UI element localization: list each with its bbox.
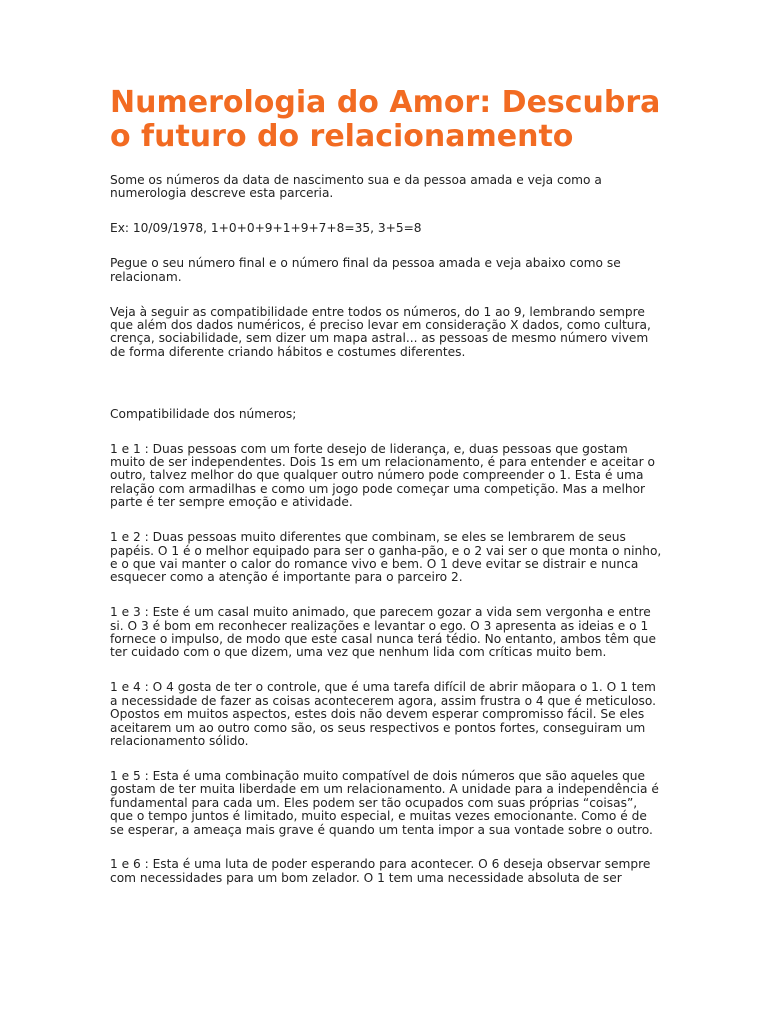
document-page: [110, 86, 662, 907]
instruction-paragraph: Pegue o seu número final e o número final da pessoa amada e veja abaixo como se relacionam.: [110, 256, 621, 284]
compatibility-1-4: 1 e 4 : O 4 gosta de ter o controle, que é uma tarefa difícil de abrir mãopara o 1. O 1 tem a necessidade de fazer as coisas acontecerem agora, assim frustra o 4 que é meticuloso. Opostos em muitos aspectos, estes dois não devem esperar compromisso fácil. Se eles aceitarem um ao outro como são, os seus respectivos e pontos fortes, conseguiram um relacionamento sólido.: [110, 680, 657, 748]
compatibility-intro-paragraph: Veja à seguir as compatibilidade entre todos os números, do 1 ao 9, lembrando sempre que além dos dados numéricos, é preciso levar em consideração X dados, como cultura, crença, sociabilidade, sem dizer um mapa astral... as pessoas de mesmo número vivem de forma diferente criando hábitos e costumes diferentes.: [110, 304, 651, 359]
compatibility-1-3: 1 e 3 : Este é um casal muito animado, que parecem gozar a vida sem vergonha e entre si. O 3 é bom em reconhecer realizações e levantar o ego. O 3 apresenta as ideias e o 1 fornece o impulso, de modo que este casal nunca terá tédio. No entanto, ambos têm que ter cuidado com o que dizem, uma vez que nenhum lida com críticas muito bem.: [110, 605, 657, 660]
compatibility-1-2: 1 e 2 : Duas pessoas muito diferentes que combinam, se eles se lembrarem de seus papéis. O 1 é o melhor equipado para ser o ganha-pão, e o 2 vai ser o que monta o ninho, e o que vai manter o calor do romance vivo e bem. O 1 deve evitar se distrair e nunca esquecer como a atenção é importante para o parceiro 2.: [110, 530, 662, 585]
page-title: Numerologia do Amor: Descubra o futuro do relacionamento: [110, 85, 661, 154]
document-body: [110, 174, 662, 885]
compatibility-1-1: 1 e 1 : Duas pessoas com um forte desejo de liderança, e, duas pessoas que gostam muito de ser independentes. Dois 1s em um relacionamento, é para entender e aceitar o outro, talvez melhor do que qualquer outro número pode compreender o 1. Esta é uma relação com armadilhas e como um jogo pode começar uma competição. Mas a melhor parte é ter sempre emoção e atividade.: [110, 441, 655, 510]
compatibility-1-6: 1 e 6 : Esta é uma luta de poder esperando para acontecer. O 6 deseja observar sempre com necessidades para um bom zelador. O 1 tem uma necessidade absoluta de ser: [110, 857, 651, 885]
example-paragraph: Ex: 10/09/1978, 1+0+0+9+1+9+7+8=35, 3+5=8: [110, 221, 422, 236]
intro-paragraph: Some os números da data de nascimento sua e da pessoa amada e veja como a numerologia descreve esta parceria.: [110, 173, 602, 201]
section-heading: Compatibilidade dos números;: [110, 406, 297, 421]
compatibility-1-5: 1 e 5 : Esta é uma combinação muito compatível de dois números que são aqueles que gostam de ter muita liberdade em um relacionamento. A unidade para a independência é fundamental para cada um. Eles podem ser tão ocupados com suas próprias “coisas”, que o tempo juntos é limitado, muito especial, e muitas vezes emocionante. Como é de se esperar, a ameaça mais grave é quando um tenta impor a sua vontade sobre o outro.: [110, 768, 659, 837]
